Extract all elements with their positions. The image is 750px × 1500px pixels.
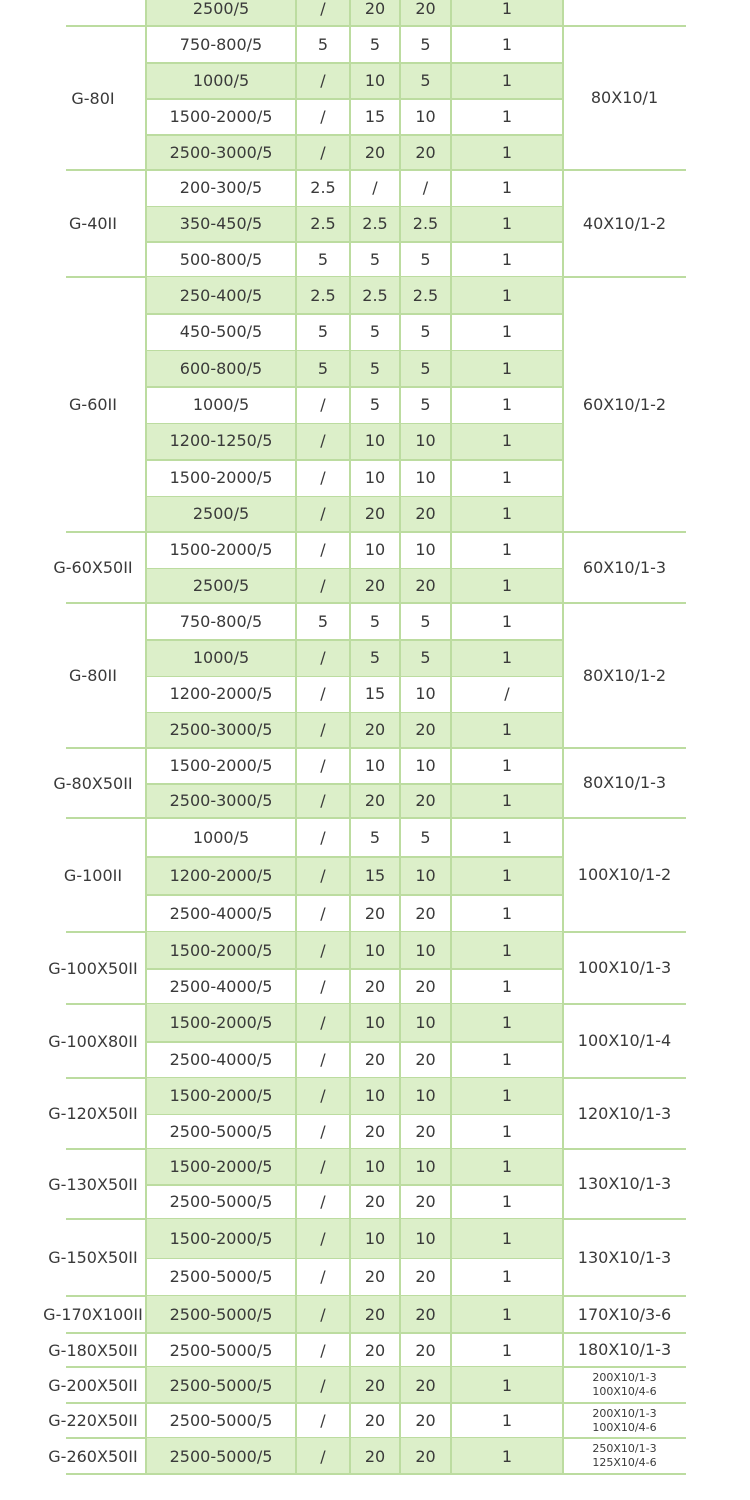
class-c-cell: 10 xyxy=(415,540,436,560)
class-a-cell: / xyxy=(320,756,326,775)
class-d-cell: 1 xyxy=(501,827,513,847)
row-divider xyxy=(146,423,563,425)
class-c-cell: 20 xyxy=(400,0,451,26)
class-c-cell: 20 xyxy=(415,1411,436,1430)
class-c-cell: 5 xyxy=(400,350,451,386)
class-a-cell: / xyxy=(296,1367,350,1403)
class-b-cell: 5 xyxy=(369,322,381,342)
class-d-cell: 1 xyxy=(451,62,563,98)
class-d-cell: 1 xyxy=(451,783,563,818)
ratio-cell: 2500-3000/5 xyxy=(146,783,296,818)
class-a-cell: / xyxy=(320,976,326,996)
class-c-cell: 10 xyxy=(400,856,451,894)
ratio-cell: 750-800/5 xyxy=(179,34,263,54)
busbar-size-cell xyxy=(563,1438,686,1474)
class-a-cell: / xyxy=(296,639,350,675)
class-d-cell: 1 xyxy=(501,1340,513,1360)
ratio-cell: 350-450/5 xyxy=(146,206,296,242)
class-b-cell: 10 xyxy=(350,1219,400,1258)
class-b-cell: 5 xyxy=(369,249,381,269)
ratio-cell: 2500-5000/5 xyxy=(169,1411,273,1430)
class-a-cell: 5 xyxy=(317,249,329,269)
class-b-cell: 20 xyxy=(350,1367,400,1403)
class-c-cell: 20 xyxy=(400,1296,451,1333)
class-c-cell: 20 xyxy=(400,712,451,748)
ratio-cell: 2500-5000/5 xyxy=(146,1367,296,1403)
class-d-cell: 1 xyxy=(451,856,563,894)
class-c-cell: 20 xyxy=(400,134,451,170)
model-cell: G-60X50II xyxy=(53,558,133,577)
class-b-cell: 20 xyxy=(364,976,386,996)
model-cell: G-80I xyxy=(71,88,115,108)
ratio-cell: 600-800/5 xyxy=(146,350,296,386)
class-a-cell: / xyxy=(296,1004,350,1041)
busbar-size-cell xyxy=(563,1367,686,1403)
model-cell: G-80II xyxy=(69,666,117,685)
class-d-cell: 1 xyxy=(451,1219,563,1258)
class-a-cell: 2.5 xyxy=(310,178,336,198)
class-c-cell: 20 xyxy=(415,976,436,996)
class-a-cell: / xyxy=(296,134,350,170)
class-c-cell: 20 xyxy=(415,1267,436,1287)
ratio-cell: 2500-5000/5 xyxy=(146,1296,296,1333)
class-c-cell: 5 xyxy=(420,322,431,342)
class-a-cell: 2.5 xyxy=(296,206,350,242)
row-divider xyxy=(146,350,563,352)
class-a-cell: / xyxy=(296,712,350,748)
class-c-cell: 10 xyxy=(415,684,436,704)
row-divider xyxy=(146,313,563,315)
column-divider xyxy=(349,0,351,1474)
class-d-cell: 1 xyxy=(451,0,563,26)
ratio-cell: 2500-4000/5 xyxy=(169,903,273,923)
class-d-cell: / xyxy=(504,684,510,704)
class-d-cell: 1 xyxy=(501,467,513,487)
column-divider xyxy=(399,0,401,1474)
class-d-cell: 1 xyxy=(451,496,563,532)
class-b-cell: 20 xyxy=(364,1340,386,1360)
class-d-cell: 1 xyxy=(501,34,513,54)
busbar-size-text: 200X10/1-3 xyxy=(592,1371,657,1384)
class-c-cell: 5 xyxy=(400,62,451,98)
busbar-size-text: 100X10/1-4 xyxy=(577,1031,672,1050)
busbar-size-cell xyxy=(563,277,686,532)
busbar-size-text: 100X10/1-2 xyxy=(577,865,672,884)
busbar-size-cell xyxy=(563,1296,686,1333)
ratio-cell: 1200-2000/5 xyxy=(146,856,296,894)
busbar-size-text: 80X10/1-3 xyxy=(582,773,667,792)
ratio-cell: 2500-3000/5 xyxy=(146,134,296,170)
class-d-cell: 1 xyxy=(451,1296,563,1333)
class-d-cell: 1 xyxy=(451,1149,563,1184)
class-a-cell: / xyxy=(320,827,326,847)
row-divider xyxy=(146,1114,563,1116)
class-c-cell: 5 xyxy=(420,611,431,631)
class-a-cell: / xyxy=(296,1296,350,1333)
class-c-cell: 2.5 xyxy=(400,206,451,242)
busbar-size-cell xyxy=(563,1078,686,1149)
model-cell xyxy=(40,0,146,26)
ratio-cell: 2500-4000/5 xyxy=(169,1050,273,1069)
class-a-cell: 5 xyxy=(317,611,329,631)
class-b-cell: 10 xyxy=(350,423,400,459)
model-cell: G-120X50II xyxy=(48,1104,138,1123)
ratio-cell: 2500-5000/5 xyxy=(169,1121,273,1141)
class-c-cell: 10 xyxy=(400,423,451,459)
ratio-cell: 1000/5 xyxy=(192,827,250,847)
row-divider xyxy=(146,206,563,208)
class-b-cell: 10 xyxy=(364,467,386,487)
class-b-cell: 20 xyxy=(350,783,400,818)
class-b-cell: 20 xyxy=(350,0,400,26)
ratio-cell: 1500-2000/5 xyxy=(146,1004,296,1041)
row-divider xyxy=(146,1041,563,1043)
busbar-size-text: 80X10/1-2 xyxy=(582,665,667,685)
busbar-size-text: 120X10/1-3 xyxy=(577,1103,672,1123)
busbar-size-cell xyxy=(563,26,686,170)
class-d-cell: 1 xyxy=(501,1411,513,1430)
class-a-cell: / xyxy=(320,684,326,704)
busbar-size-cell xyxy=(563,603,686,748)
class-d-cell: 1 xyxy=(451,423,563,459)
row-divider xyxy=(146,968,563,970)
class-d-cell: 1 xyxy=(501,903,513,923)
class-d-cell: 1 xyxy=(451,568,563,604)
class-c-cell: 20 xyxy=(400,496,451,532)
row-divider xyxy=(146,386,563,388)
ratio-cell: 1500-2000/5 xyxy=(146,1149,296,1184)
class-b-cell: 5 xyxy=(369,827,381,847)
class-b-cell: 15 xyxy=(364,106,386,126)
class-d-cell: 1 xyxy=(501,1121,513,1141)
model-cell: G-200X50II xyxy=(48,1375,138,1395)
class-b-cell: 10 xyxy=(350,932,400,968)
class-d-cell: 1 xyxy=(451,1004,563,1041)
class-a-cell: / xyxy=(296,1438,350,1474)
class-d-cell: 1 xyxy=(501,1192,513,1211)
class-b-cell: 5 xyxy=(350,639,400,675)
busbar-size-text: 170X10/3-6 xyxy=(577,1304,672,1324)
class-c-cell: 10 xyxy=(400,1149,451,1184)
class-d-cell: 1 xyxy=(451,206,563,242)
ratio-cell: 1500-2000/5 xyxy=(146,932,296,968)
ratio-cell: 1500-2000/5 xyxy=(169,106,273,126)
ratio-cell: 2500-5000/5 xyxy=(169,1340,273,1360)
busbar-size-text: 80X10/1 xyxy=(590,88,659,107)
class-b-cell: 20 xyxy=(350,134,400,170)
class-c-cell: 5 xyxy=(400,639,451,675)
class-c-cell: 20 xyxy=(400,568,451,604)
ratio-cell: 450-500/5 xyxy=(179,322,263,342)
class-d-cell: 1 xyxy=(501,976,513,996)
class-b-cell: 5 xyxy=(369,34,381,54)
class-b-cell: 20 xyxy=(364,1192,386,1211)
ratio-cell: 1500-2000/5 xyxy=(169,756,273,775)
class-c-cell: 5 xyxy=(420,34,431,54)
class-b-cell: 5 xyxy=(369,394,381,414)
class-c-cell: 5 xyxy=(420,394,431,414)
class-a-cell: / xyxy=(320,1340,326,1360)
class-d-cell: 1 xyxy=(501,394,513,414)
class-a-cell: / xyxy=(296,62,350,98)
class-d-cell: 1 xyxy=(451,1078,563,1114)
class-a-cell: / xyxy=(320,1121,326,1141)
column-divider xyxy=(450,0,452,1474)
class-c-cell: 10 xyxy=(415,467,436,487)
class-c-cell: 20 xyxy=(400,783,451,818)
class-a-cell: / xyxy=(296,496,350,532)
busbar-size-text: 180X10/1-3 xyxy=(577,1340,672,1359)
class-a-cell: 5 xyxy=(317,34,329,54)
class-a-cell: / xyxy=(320,1411,326,1430)
class-b-cell: 10 xyxy=(350,62,400,98)
class-a-cell: / xyxy=(320,1050,326,1069)
busbar-size-text: 100X10/4-6 xyxy=(592,1420,657,1434)
class-c-cell: 10 xyxy=(400,1004,451,1041)
busbar-size-cell xyxy=(563,932,686,1004)
busbar-size-text: 130X10/1-3 xyxy=(577,1174,672,1193)
class-a-cell: 5 xyxy=(296,350,350,386)
ratio-cell: 250-400/5 xyxy=(146,277,296,313)
class-c-cell: 5 xyxy=(420,827,431,847)
class-a-cell: / xyxy=(320,903,326,923)
class-d-cell: 1 xyxy=(451,932,563,968)
class-b-cell: 2.5 xyxy=(350,277,400,313)
class-b-cell: 10 xyxy=(364,756,386,775)
group-divider xyxy=(66,1473,686,1475)
row-divider xyxy=(146,134,563,136)
model-cell: G-60II xyxy=(69,395,117,414)
row-divider xyxy=(146,676,563,678)
ratio-cell: 2500-5000/5 xyxy=(169,1192,273,1211)
busbar-size-cell xyxy=(563,1333,686,1367)
class-c-cell: 10 xyxy=(400,1078,451,1114)
model-cell: G-170X100II xyxy=(43,1305,143,1324)
class-a-cell: / xyxy=(296,1149,350,1184)
busbar-size-cell xyxy=(563,0,686,26)
class-b-cell: 20 xyxy=(350,496,400,532)
class-c-cell: 20 xyxy=(415,1340,436,1360)
class-b-cell: 15 xyxy=(350,856,400,894)
busbar-size-text: 60X10/1-3 xyxy=(582,557,667,577)
class-d-cell: 1 xyxy=(501,322,513,342)
busbar-size-cell xyxy=(563,1149,686,1219)
class-c-cell: 10 xyxy=(415,106,436,126)
class-a-cell: / xyxy=(296,1078,350,1114)
class-a-cell: / xyxy=(320,467,326,487)
row-divider xyxy=(146,98,563,100)
class-b-cell: 20 xyxy=(364,1411,386,1430)
class-c-cell: / xyxy=(422,178,429,198)
row-divider xyxy=(146,1184,563,1186)
ratio-cell: 1200-2000/5 xyxy=(169,684,273,704)
busbar-size-text: 125X10/4-6 xyxy=(592,1456,657,1469)
busbar-size-cell xyxy=(563,1219,686,1296)
model-cell: G-100X50II xyxy=(48,958,138,978)
column-divider xyxy=(295,0,297,1474)
model-cell: G-220X50II xyxy=(48,1411,138,1430)
column-divider xyxy=(562,0,564,1474)
model-cell: G-130X50II xyxy=(48,1174,138,1194)
ratio-cell: 1000/5 xyxy=(146,62,296,98)
class-b-cell: 5 xyxy=(350,350,400,386)
class-a-cell: / xyxy=(296,783,350,818)
model-cell: G-180X50II xyxy=(48,1340,138,1360)
busbar-size-cell xyxy=(563,748,686,818)
class-a-cell: / xyxy=(296,932,350,968)
model-cell: G-100X80II xyxy=(48,1031,138,1051)
class-b-cell: 10 xyxy=(364,540,386,560)
class-a-cell: 5 xyxy=(317,322,329,342)
busbar-size-text: 100X10/1-3 xyxy=(577,958,672,977)
busbar-size-text: 100X10/4-6 xyxy=(592,1385,657,1398)
ratio-cell: 1000/5 xyxy=(146,639,296,675)
ratio-cell: 1500-2000/5 xyxy=(169,540,273,560)
class-d-cell: 1 xyxy=(451,277,563,313)
class-d-cell: 1 xyxy=(501,106,513,126)
class-a-cell: / xyxy=(296,1219,350,1258)
row-divider xyxy=(146,568,563,570)
class-d-cell: 1 xyxy=(451,639,563,675)
class-d-cell: 1 xyxy=(451,1367,563,1403)
busbar-size-cell xyxy=(563,532,686,603)
class-c-cell: 20 xyxy=(400,1367,451,1403)
class-a-cell: / xyxy=(320,106,326,126)
class-c-cell: 20 xyxy=(415,1121,436,1141)
class-a-cell: / xyxy=(296,856,350,894)
ratio-cell: 500-800/5 xyxy=(179,249,263,269)
class-c-cell: 10 xyxy=(415,756,436,775)
busbar-size-text: 250X10/1-3 xyxy=(592,1442,657,1455)
busbar-size-text: 130X10/1-3 xyxy=(577,1247,672,1267)
class-d-cell: 1 xyxy=(501,178,513,198)
class-a-cell: / xyxy=(296,568,350,604)
ratio-cell: 2500-3000/5 xyxy=(146,712,296,748)
class-b-cell: 10 xyxy=(350,1149,400,1184)
model-cell: G-260X50II xyxy=(48,1446,138,1466)
busbar-size-cell xyxy=(563,818,686,932)
ratio-cell: 1000/5 xyxy=(192,394,250,414)
class-c-cell: 10 xyxy=(400,932,451,968)
class-a-cell: 2.5 xyxy=(296,277,350,313)
class-d-cell: 1 xyxy=(451,134,563,170)
model-cell: G-80X50II xyxy=(53,773,133,793)
class-d-cell: 1 xyxy=(501,756,513,775)
ratio-cell: 1500-2000/5 xyxy=(169,467,273,487)
class-c-cell: 20 xyxy=(400,1438,451,1474)
class-a-cell: / xyxy=(296,0,350,26)
class-c-cell: 10 xyxy=(400,1219,451,1258)
row-divider xyxy=(146,712,563,714)
class-a-cell: / xyxy=(296,423,350,459)
class-d-cell: 1 xyxy=(501,1267,513,1287)
class-b-cell: 15 xyxy=(364,684,386,704)
class-b-cell: 20 xyxy=(364,1267,386,1287)
class-a-cell: / xyxy=(320,1267,326,1287)
busbar-size-text: 60X10/1-2 xyxy=(582,394,667,414)
row-divider xyxy=(146,459,563,461)
class-b-cell: 20 xyxy=(350,1296,400,1333)
class-b-cell: 5 xyxy=(369,611,381,631)
ratio-cell: 1200-1250/5 xyxy=(146,423,296,459)
class-d-cell: 1 xyxy=(451,350,563,386)
class-b-cell: 20 xyxy=(364,1050,386,1069)
class-b-cell: 10 xyxy=(350,1004,400,1041)
model-cell: G-100II xyxy=(63,865,123,885)
ratio-cell: 2500-5000/5 xyxy=(169,1267,273,1287)
ratio-cell: 1500-2000/5 xyxy=(146,1078,296,1114)
class-b-cell: 20 xyxy=(364,903,386,923)
class-d-cell: 1 xyxy=(451,712,563,748)
class-d-cell: 1 xyxy=(501,249,513,269)
class-c-cell: 20 xyxy=(415,1192,436,1211)
busbar-size-cell xyxy=(563,1403,686,1438)
column-divider xyxy=(145,0,147,1474)
class-c-cell: 5 xyxy=(420,249,431,269)
row-divider xyxy=(146,496,563,498)
class-a-cell: / xyxy=(320,1192,326,1211)
class-b-cell: 20 xyxy=(350,1438,400,1474)
class-b-cell: 20 xyxy=(364,1121,386,1141)
ratio-cell: 200-300/5 xyxy=(179,178,263,198)
ratio-cell: 1500-2000/5 xyxy=(146,1219,296,1258)
class-c-cell: 20 xyxy=(415,1050,436,1069)
row-divider xyxy=(146,62,563,64)
model-cell: G-150X50II xyxy=(48,1248,138,1267)
row-divider xyxy=(146,894,563,896)
class-b-cell: / xyxy=(372,178,378,198)
class-b-cell: 2.5 xyxy=(350,206,400,242)
busbar-size-cell xyxy=(563,1004,686,1078)
row-divider xyxy=(146,783,563,785)
class-d-cell: 1 xyxy=(451,1438,563,1474)
ratio-cell: 2500-4000/5 xyxy=(169,976,273,996)
class-d-cell: 1 xyxy=(501,1050,513,1069)
model-cell: G-40II xyxy=(69,214,117,233)
class-d-cell: 1 xyxy=(501,540,513,560)
busbar-size-cell xyxy=(563,170,686,277)
class-d-cell: 1 xyxy=(501,611,513,631)
class-b-cell: 10 xyxy=(350,1078,400,1114)
row-divider xyxy=(146,1258,563,1260)
row-divider xyxy=(146,241,563,243)
busbar-size-text: 200X10/1-3 xyxy=(592,1406,657,1420)
ratio-cell: 2500/5 xyxy=(146,0,296,26)
ratio-cell: 2500-5000/5 xyxy=(146,1438,296,1474)
busbar-size-text: 40X10/1-2 xyxy=(582,213,667,233)
ratio-cell: 2500/5 xyxy=(146,568,296,604)
class-c-cell: 20 xyxy=(415,903,436,923)
row-divider xyxy=(146,856,563,858)
class-a-cell: / xyxy=(320,394,326,414)
class-b-cell: 20 xyxy=(350,568,400,604)
row-divider xyxy=(146,639,563,641)
class-a-cell: / xyxy=(320,540,326,560)
class-b-cell: 20 xyxy=(350,712,400,748)
class-c-cell: 2.5 xyxy=(400,277,451,313)
ratio-cell: 750-800/5 xyxy=(179,611,263,631)
ratio-cell: 2500/5 xyxy=(146,496,296,532)
